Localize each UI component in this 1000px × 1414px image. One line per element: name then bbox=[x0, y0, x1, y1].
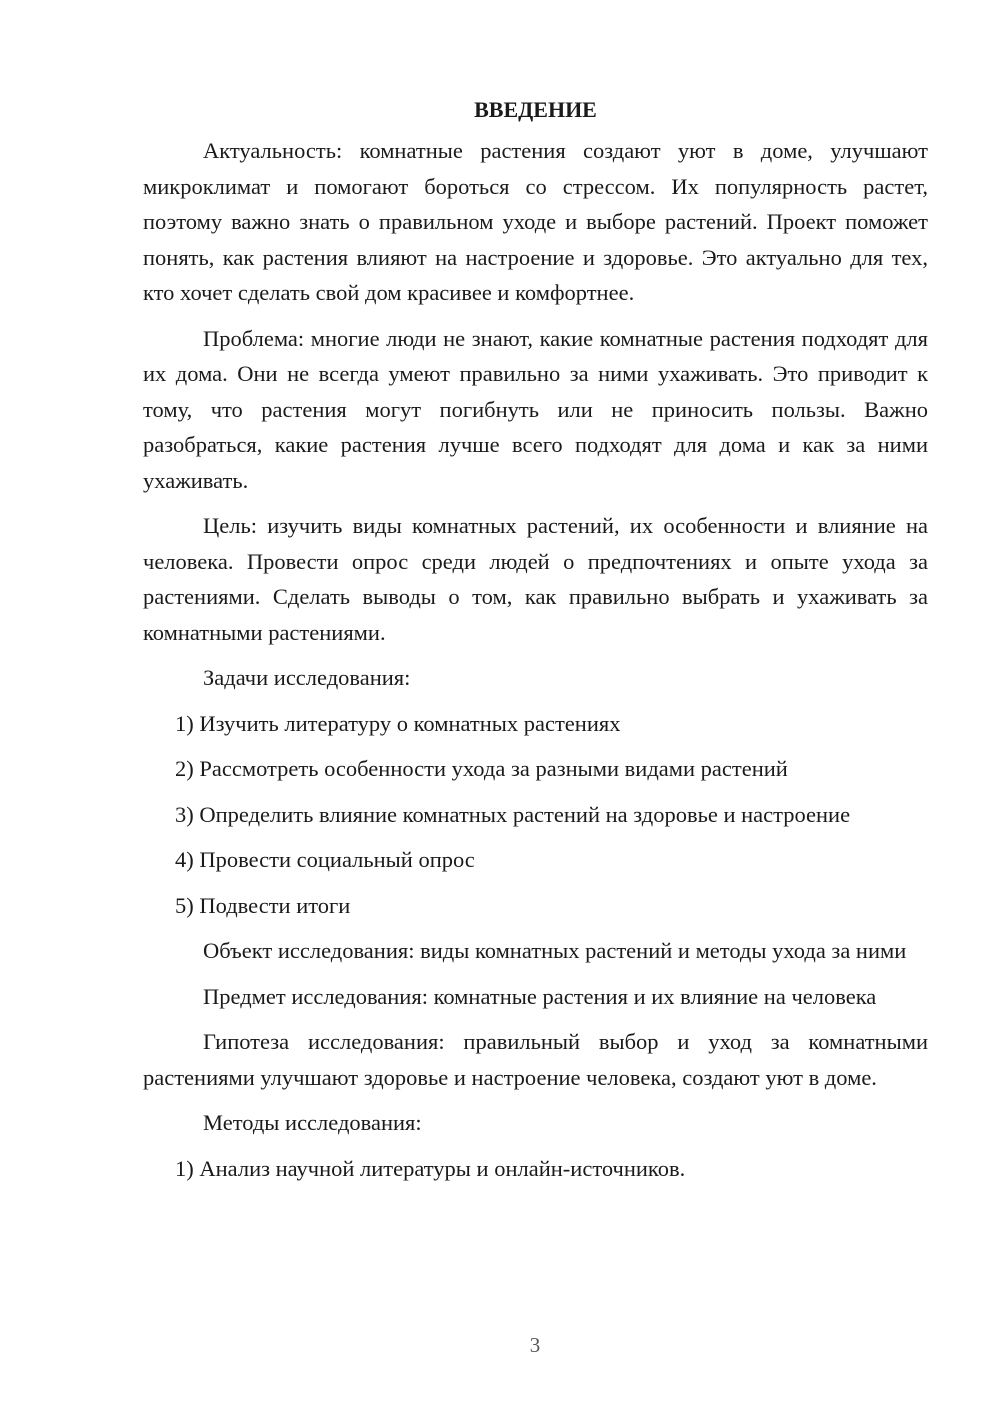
tasks-list bbox=[143, 706, 928, 924]
list-item: 5) Подвести итоги bbox=[175, 892, 351, 918]
methods-list bbox=[143, 1151, 928, 1187]
relevance-paragraph: Актуальность: комнатные растения создают уют в доме, улучшают микроклимат и помогают бороться со стрессом. Их популярность растет, поэтому важно знать о правильном уходе и выборе растений. Проект поможет понять, как растения влияют на настроение и здоровье. Это актуально для тех, кто хочет сделать свой дом красивее и комфортнее. bbox=[143, 138, 928, 305]
page-number: 3 bbox=[529, 1333, 541, 1357]
list-item: 1) Изучить литературу о комнатных растениях bbox=[175, 710, 621, 736]
page-title: ВВЕДЕНИЕ bbox=[474, 97, 597, 122]
list-item: 3) Определить влияние комнатных растений на здоровье и настроение bbox=[175, 801, 851, 827]
problem-paragraph: Проблема: многие люди не знают, какие комнатные растения подходят для их дома. Они не всегда умеют правильно за ними ухаживать. Это приводит к тому, что растения могут погибнуть или не приносить пользы. Важно разобраться, какие растения лучше всего подходят для дома и как за ними ухаживать. bbox=[143, 325, 928, 493]
goal-paragraph: Цель: изучить виды комнатных растений, их особенности и влияние на человека. Провести опрос среди людей о предпочтениях и опыте ухода за растениями. Сделать выводы о том, как правильно выбрать и ухаживать за комнатными растениями. bbox=[143, 513, 928, 645]
subject-paragraph: Предмет исследования: комнатные растения и их влияние на человека bbox=[203, 983, 877, 1009]
page-content bbox=[143, 92, 928, 1196]
methods-heading: Методы исследования: bbox=[203, 1110, 422, 1135]
list-item: 2) Рассмотреть особенности ухода за разными видами растений bbox=[175, 756, 788, 781]
list-item: 1) Анализ научной литературы и онлайн-источников. bbox=[175, 1155, 686, 1181]
list-item: 4) Провести социальный опрос bbox=[175, 847, 475, 872]
object-paragraph: Объект исследования: виды комнатных растений и методы ухода за ними bbox=[203, 938, 907, 963]
tasks-heading: Задачи исследования: bbox=[203, 665, 411, 690]
hypothesis-paragraph: Гипотеза исследования: правильный выбор и уход за комнатными растениями улучшают здоровье и настроение человека, создают уют в доме. bbox=[143, 1029, 928, 1090]
